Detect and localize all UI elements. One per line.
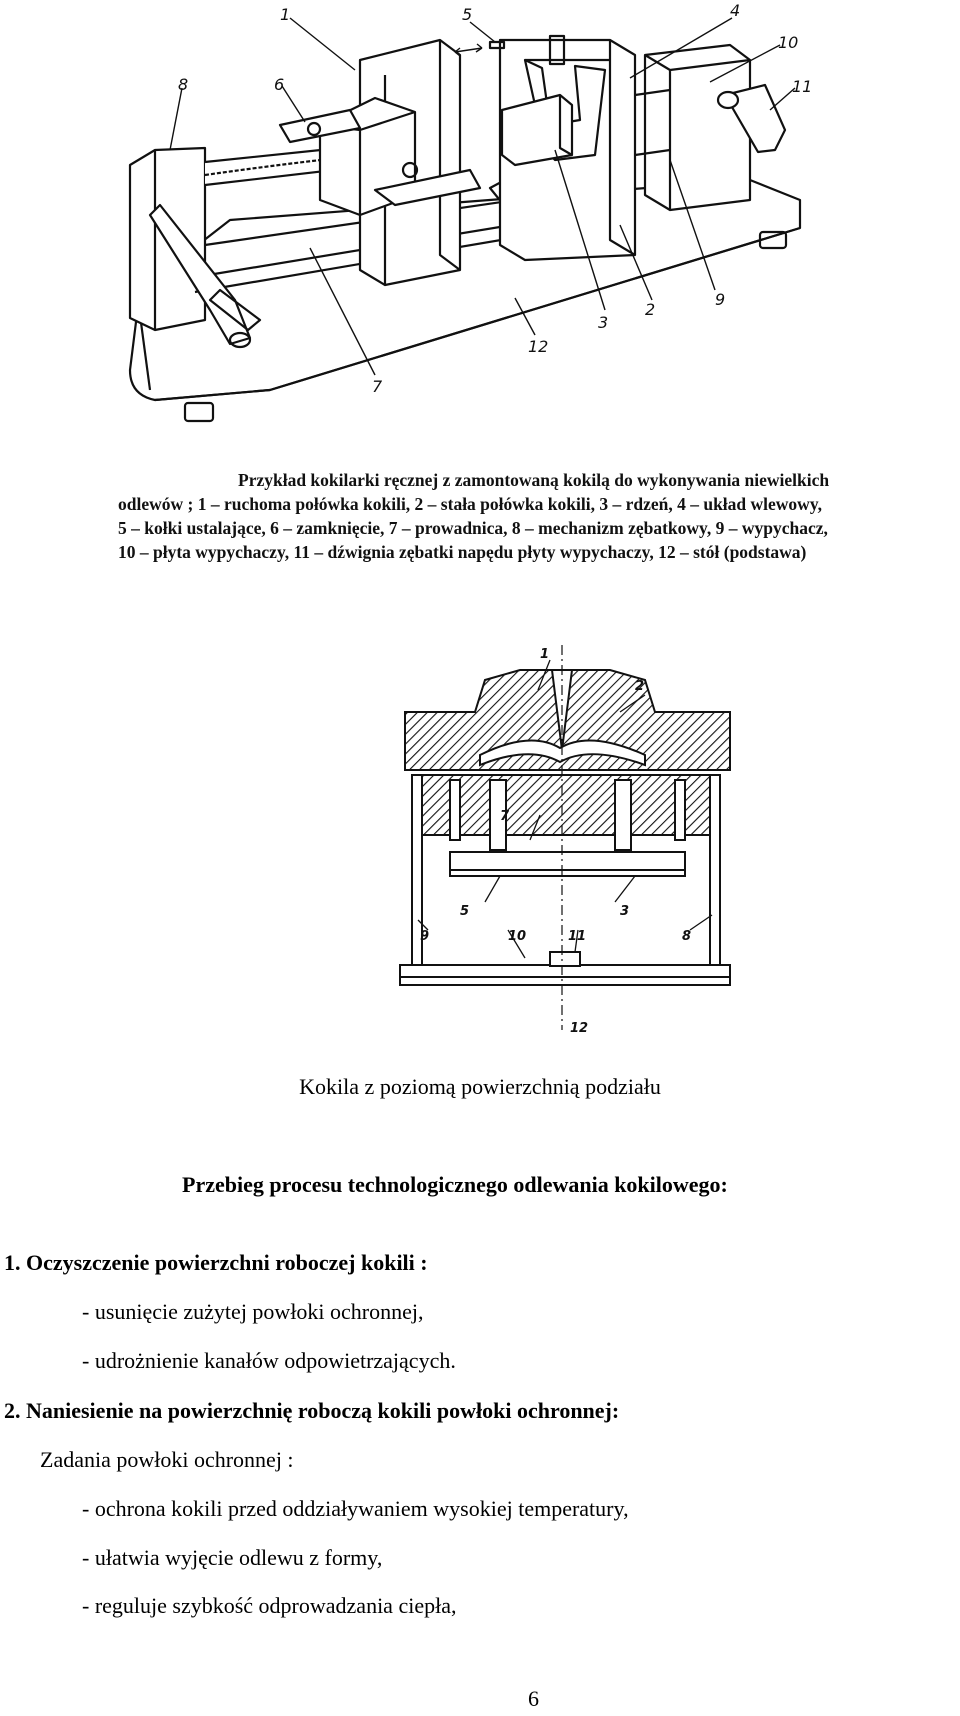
machine-label: 7 (372, 377, 383, 396)
machine-label: 8 (178, 75, 189, 94)
step-item: - udrożnienie kanałów odpowietrzających. (82, 1348, 456, 1373)
mold-label: 1 (540, 647, 550, 662)
mold-label: 5 (460, 904, 470, 919)
mold-label: 12 (570, 1021, 589, 1036)
machine-label: 12 (528, 337, 549, 356)
mold-label: 8 (682, 929, 692, 944)
mold-cross-section (390, 640, 740, 1040)
section-heading: Przebieg procesu technologicznego odlewania kokilowego: (182, 1172, 728, 1197)
step-item: - ułatwia wyjęcie odlewu z formy, (82, 1545, 383, 1570)
mold-label: 11 (568, 929, 587, 944)
step-item: - usunięcie zużytej powłoki ochronnej, (82, 1299, 424, 1324)
machine-drawing (110, 0, 880, 450)
machine-label: 10 (778, 33, 799, 52)
step-subtitle: Zadania powłoki ochronnej : (40, 1447, 294, 1472)
caption-line: odlewów ; 1 – ruchoma połówka kokili, 2 – stała połówka kokili, 3 – rdzeń, 4 – układ wlewowy, (118, 494, 822, 514)
machine-label: 1 (280, 5, 291, 24)
mold-label: 2 (635, 679, 645, 694)
figure2-caption: Kokila z poziomą powierzchnią podziału (299, 1074, 661, 1099)
mold-label: 10 (508, 929, 527, 944)
mold-label: 7 (500, 809, 510, 824)
mold-label: 3 (620, 904, 630, 919)
mold-label: 9 (420, 929, 430, 944)
figure1-caption (118, 468, 954, 564)
step-item: - reguluje szybkość odprowadzania ciepła, (82, 1593, 457, 1618)
step-title: 2. Naniesienie na powierzchnię roboczą kokili powłoki ochronnej: (4, 1398, 620, 1423)
machine-label: 3 (598, 313, 609, 332)
step-item: - ochrona kokili przed oddziaływaniem wysokiej temperatury, (82, 1496, 629, 1521)
step-title: 1. Oczyszczenie powierzchni roboczej kokili : (4, 1250, 428, 1275)
machine-label: 2 (645, 300, 656, 319)
caption-line: 10 – płyta wypychaczy, 11 – dźwignia zębatki napędu płyty wypychaczy, 12 – stół (podstawa) (118, 542, 807, 562)
machine-label: 9 (715, 290, 726, 309)
caption-line: 5 – kołki ustalające, 6 – zamknięcie, 7 – prowadnica, 8 – mechanizm zębatkowy, 9 – wypychacz, (118, 518, 828, 538)
page-number: 6 (528, 1686, 539, 1711)
machine-label: 11 (792, 77, 813, 96)
machine-label: 5 (462, 5, 473, 24)
machine-label: 4 (730, 1, 741, 20)
machine-label: 6 (274, 75, 285, 94)
caption-line: Przykład kokilarki ręcznej z zamontowaną kokilą do wykonywania niewielkich (238, 470, 830, 490)
